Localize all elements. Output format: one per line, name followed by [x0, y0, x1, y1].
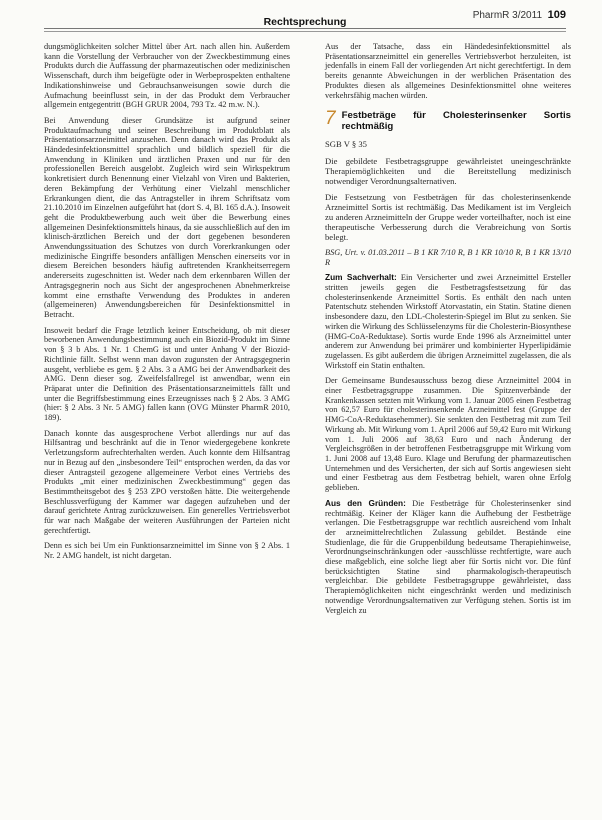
paragraph: Denn es sich bei Um ein Funktionsarzneimittel im Sinne von § 2 Abs. 1 Nr. 2 AMG handelt, ist nicht dargetan. [44, 541, 290, 561]
gruende-text: Die Festbeträge für Cholesterinsenker sind rechtmäßig. Keiner der Kläger kann die Aufhebung der Festbeträge verlangen. Die Festbetragsgruppe war rechtlich ausreichend vom Inhalt der arzneimittelrechtlichen Zulassung gebildet. Bestände eine Studienlage, die für die Gruppenbildung bedeutsame Therapiehinweise, Verordnungseinschränkungen oder -ausschlüsse rechtfertigte, ware auch diese maßgeblich, eine solche liegt aber für Sortis nicht vor. Die fünf berücksichtigten Statine sind pharmakologisch-therapeutisch vergleichbar. Die gebildete Festbetragsgruppe gewährleistet, dass Therapiemöglichkeiten nicht eingeschränkt werden und medizinisch notwendige Verordnungsalternativen zur Verfügung stehen. Sortis ist im Vergleich zu [325, 498, 571, 615]
journal-issue: PharmR 3/2011 [472, 10, 542, 21]
court-citation: BSG, Urt. v. 01.03.2011 – B 1 KR 7/10 R, B 1 KR 10/10 R, B 1 KR 13/10 R [325, 247, 571, 267]
paragraph: Bei Anwendung dieser Grundsätze ist aufgrund seiner Produktaufmachung und seiner Beschreibung im Produktblatt als Präsentationsarzneimittel anzusehen. Denn danach wird das Produkt als Händedesinfektionsmittel sprachlich und bildlich speziell für die Anwendung in Kliniken und ärztlichen Praxen und nur für den professionellen Bereich ausgelobt. Zugleich wird sein Wirkspektrum konkretisiert durch Benennung einer Vielzahl von Viren und Bakterien, deren Bekämpfung der Verhütung einer Vielzahl menschlicher Erkrankungen dient, die das Antragsteller in ihrem Schriftsatz vom 21.10.2010 im Einzelnen aufgeführt hat (dort S. 4, Bl. 165 d.A.). Insoweit geht die Produktbewerbung auch weit über die Bewerbung eines allgemeinen Desinfektionsmittels hinaus, da sie ausschließlich auf den im klinisch-ärztlichen Bereich und der dort gegebenen besonderen Anwendungssituation des Schutzes von durch Vorerkrankungen oder medizinische Eingriffe besonders anfälligen Menschen einerseits vor in diesem Bereichen besonders häufig auftretenden Krankheitserregern andererseits zugeschnitten ist. Weder nach dem erkennbaren Willen der Antragsgegnerin noch aus Sicht der angesprochenen Abnehmerkreise kommt eine ernsthafte Verwendung des Produktes in anderen (allgemeineren) Anwendungsbereichen für Desinfektionsmittel in Betracht. [44, 115, 290, 319]
intro-paragraph: Aus der Tatsache, dass ein Händedesinfektionsmittel als Präsentationsarzneimittel ein generelles Vertriebsverbot herzuleiten, ist jedenfalls in einem Fall der vorliegenden Art nicht gerechtfertigt. In dem bereits genannte Abweichungen in der werblichen Präsentation des Produktes diesen als allgemeines Desinfektionsmittel ohne weiteres verkehrsfähig machen würden. [325, 42, 571, 100]
gruende-label: Aus den Gründen: [325, 497, 406, 508]
header-rule-secondary [44, 31, 566, 32]
paragraph: Danach konnte das ausgesprochene Verbot allerdings nur auf das Hilfsantrag und beschränkt auf die in Tenor wiedergegebene konkrete Verletzungsform aufrechterhalten werden. Auch konnte dem Hilfsantrag nur in Bezug auf den „insbesondere Teil“ entsprochen werden, da das vor dieser Antragsteil gezogene allgemeinere Verbot eines Vertriebs des Produkts „mit einer medizinischen Zweckbestimmung“ gegen das Bestimmtheitsgebot des § 253 ZPO verstoßen hätte. Die weitergehende Beschlussverfügung der Kammer war dagegen aufzuheben und der darauf gerichtete Antrag zurückzuweisen. Ein generelles Vertriebsverbot für war nach Maßgabe der weiteren Ausführungen der Parteien nicht gerechtfertigt. [44, 428, 290, 535]
sachverhalt-text: Ein Versicherter und zwei Arzneimittel Ersteller stritten jeweils gegen die Festbetragsfestsetzung für das cholesterinsenkende Arzneimittel Sortis. Es enthält den nach unten Patentschutz stehenden Wirkstoff Atorvastatin, ein Statin. Statine dienen insbesondere dazu, den LDL-Cholesterin-Spiegel im Blut zu senken. Sie wirken die Wirkung des Schlüsselenzyms für die Cholesterin-Biosynthese (HMG-CoA-Reduktase). Sortis wurde Ende 1996 als Arzneimittel unter anderem zur Anwendung bei primärer und kombinierter Hyperlipidämie zugelassen. Es gibt außerdem die übrigen Arzneimittel zugelassen, die als Wirkstoff ein Statin enthalten. [325, 273, 571, 370]
sachverhalt-label: Zum Sachverhalt: [325, 272, 397, 283]
article-title: Festbeträge für Cholesterinsenker Sortis rechtmäßig [341, 110, 571, 133]
headnote: Die Festsetzung von Festbeträgen für das cholesterinsenkende Arzneimittel Sortis ist rechtmäßig. Das Medikament ist im Vergleich zu anderen Arzneimitteln der Gruppe weder vorteilhafter, noch ist eine therapeutische Verbesserung durch die Verabreichung von Sortis belegt. [325, 191, 571, 242]
page-number: 109 [547, 9, 566, 21]
paragraph: Der Gemeinsame Bundesausschuss bezog diese Arzneimittel 2004 in einer Festbetragsgruppe zusammen. Die Spitzenverbände der Krankenkassen setzten mit Wirkung vom 1. Januar 2005 einen Festbetrag von 62,57 Euro für cholesterinsenkende Arzneimittel fest (Gruppe der HMG-CoA-Reduktasehemmer). Sie senkten den Festbetrag mit zum Teil Wirkung ab. Mit Wirkung vom 1. April 2006 auf 59,42 Euro mit Wirkung vom 1. Juli 2006 auf 38,63 Euro und nach Änderung der Vergleichsgrößen in der betroffenen Festbetragsgruppe mit Wirkung vom 1. Juni 2008 auf 13,48 Euro. Klage und Berufung der pharmazeutischen Unternehmen und des Versicherten, der sich auf Sortis angewiesen sieht und einer Festbetrag aus dem Festbetrag behielt, waren ohne Erfolg geblieben. [325, 376, 571, 493]
left-column [44, 42, 290, 567]
right-column [325, 42, 571, 621]
law-reference: SGB V § 35 [325, 139, 367, 150]
headnote: Die gebildete Festbetragsgruppe gewährleistet uneingeschränkte Therapiemöglichkeiten und die Bereitstellung medizinisch notwendiger Verordnungsalternativen. [325, 155, 571, 186]
paragraph: Insoweit bedarf die Frage letztlich keiner Entscheidung, ob mit dieser beworbenen Anwendungsbestimmung auch ein Biozid-Produkt im Sinne von § 3 b Abs. 1 Nr. 1 ChemG ist und unter Anhang V der Biozid-Richtlinie fällt. Selbst wenn man davon zugunsten der Antragsgegnerin ausgeht, verbliebe es gem. § 2 Abs. 3 a AMG bei der Anwendbarkeit des AMG. Denn dieser sog. Zweifelsfallregel ist anwendbar, wenn ein Präparat unter die Definition des Präsentationsarzneimittels fällt und unter die Begriffsbestimmung eines Erzeugnisses nach § 2 Abs. 3 AMG (hier: § 2 Abs. 3 Nr. 5 AMG) fallen kann (OVG Münster PharmR 2010, 189). [44, 325, 290, 423]
running-head [44, 10, 566, 40]
article-number: 7 [325, 108, 336, 130]
paragraph: dungsmöglichkeiten solcher Mittel über Art. nach allen hin. Außerdem kann die Vorstellung der Verbraucher von der Zweckbestimmung eines Produkts durch die Auffassung der pharmazeutischen oder medizinischen Wissenschaft, durch ihm beigefügte oder in Werbeprospekten enthaltene Indikationshinweise und Gebrauchsanweisungen sowie durch die Aufmachung beeinflusst sein, in der das Produkt dem Verbraucher allgemein entgegentritt (BGH GRUR 2004, 793 Tz. 42 m.w. N.). [44, 42, 290, 110]
header-rule [44, 28, 566, 29]
article-heading [325, 110, 571, 132]
section-title-text: Rechtsprechung [256, 16, 355, 28]
sachverhalt-paragraph [325, 273, 571, 370]
gruende-paragraph [325, 499, 571, 615]
